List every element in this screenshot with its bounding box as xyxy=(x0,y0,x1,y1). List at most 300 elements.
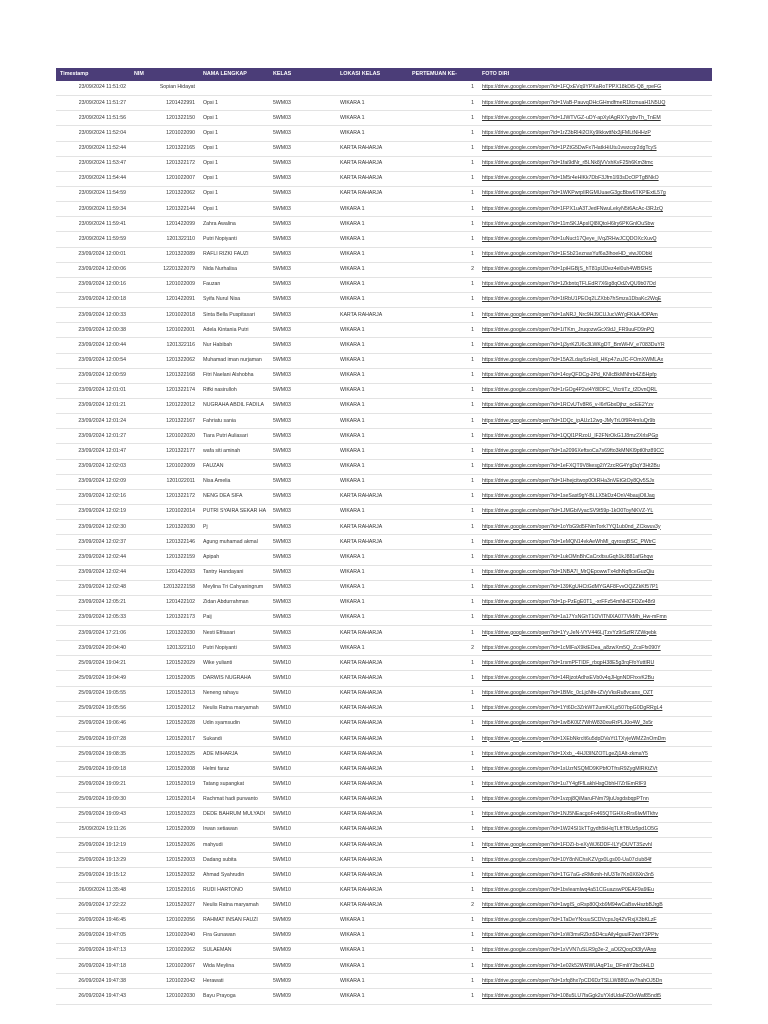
timestamp-cell: 23/09/2024 12:01:21 xyxy=(56,398,130,413)
table-row xyxy=(56,747,712,762)
foto-link[interactable]: https://drive.google.com/open?id=1bvleamlwq4a51CGuazswP0EAF9a9lEu xyxy=(478,883,712,898)
table-row xyxy=(56,141,712,156)
timestamp-cell: 25/09/2024 19:05:56 xyxy=(56,701,130,716)
kelas-cell: 5WM03 xyxy=(269,489,336,504)
pertemuan-cell: 1 xyxy=(408,762,478,777)
table-row xyxy=(56,535,712,550)
kelas-cell: 5WM03 xyxy=(269,171,336,186)
nim-cell: 1201322062 xyxy=(130,353,199,368)
name-cell: Pj xyxy=(199,520,269,535)
table-row xyxy=(56,898,712,913)
nim-cell: 1201522013 xyxy=(130,686,199,701)
lokasi-cell: KARTA RAHARJA xyxy=(336,792,408,807)
lokasi-cell: KARTA RAHARJA xyxy=(336,868,408,883)
kelas-cell: 5WM03 xyxy=(269,474,336,489)
name-cell: Fira Gunawan xyxy=(199,928,269,943)
foto-link[interactable]: https://drive.google.com/open?id=1iTKm_JruqozwGcX9dJ_FR9uuFD9nPQ xyxy=(478,323,712,338)
pertemuan-cell: 1 xyxy=(408,444,478,459)
kelas-cell: 5WM03 xyxy=(269,368,336,383)
name-cell: RUDI HARTONO xyxy=(199,883,269,898)
timestamp-cell: 23/09/2024 11:52:44 xyxy=(56,141,130,156)
kelas-cell: 5WM09 xyxy=(269,959,336,974)
table-row xyxy=(56,716,712,731)
foto-link[interactable]: https://drive.google.com/open?id=1FQxEVq9YPXaRoTPPX18kDi5-Q8_rpeFG xyxy=(478,81,712,96)
pertemuan-cell: 1 xyxy=(408,944,478,959)
pertemuan-cell: 1 xyxy=(408,126,478,141)
table-row xyxy=(56,383,712,398)
name-cell: Tantry Handayani xyxy=(199,565,269,580)
foto-link[interactable]: https://drive.google.com/open?id=14oyQFDCg-2Pd_KNIcBkMNhrb4Zi5Hpfp xyxy=(478,368,712,383)
foto-link[interactable]: https://drive.google.com/open?id=11mSKJApsIQl8lQtoH6lry6PKGnlOuSbw xyxy=(478,217,712,232)
lokasi-cell: KARTA RAHARJA xyxy=(336,838,408,853)
name-cell: Tiara Putri Auliasari xyxy=(199,429,269,444)
foto-link[interactable]: https://drive.google.com/open?id=1ESb21eznaxYuf6a3lhoeHD_viwJ0Obkl xyxy=(478,247,712,262)
lokasi-cell: WIKARA 1 xyxy=(336,550,408,565)
lokasi-cell: WIKARA 1 xyxy=(336,595,408,610)
name-cell: FAUZAN xyxy=(199,459,269,474)
kelas-cell: 5WM10 xyxy=(269,883,336,898)
table-row xyxy=(56,520,712,535)
lokasi-cell: KARTA RAHARJA xyxy=(336,701,408,716)
nim-cell: 1201022062 xyxy=(130,944,199,959)
foto-link[interactable]: https://drive.google.com/open?id=1wl5K0lZ7WhW830xwRrPLJ0o4W_3s5r xyxy=(478,716,712,731)
foto-link[interactable]: https://drive.google.com/open?id=1xW3mvRZkn5D4cuAily4guulF2wnY3PPtv xyxy=(478,928,712,943)
kelas-cell: 5WM10 xyxy=(269,853,336,868)
nim-cell: 1201322172 xyxy=(130,489,199,504)
timestamp-cell: 25/09/2024 19:04:49 xyxy=(56,671,130,686)
timestamp-cell: 25/09/2024 19:08:35 xyxy=(56,747,130,762)
kelas-cell: 5WM03 xyxy=(269,550,336,565)
table-row xyxy=(56,217,712,232)
nim-cell: 1201022056 xyxy=(130,913,199,928)
kelas-cell: 5WM03 xyxy=(269,641,336,656)
kelas-cell: 5WM03 xyxy=(269,262,336,277)
foto-link[interactable]: https://drive.google.com/open?id=1p-PzEgE0T1_-xrFFz54mNHCFOZe48r9 xyxy=(478,595,712,610)
nim-cell: 1201022018 xyxy=(130,308,199,323)
kelas-cell: 5WM03 xyxy=(269,580,336,595)
foto-link[interactable]: https://drive.google.com/open?id=139KgUHCtGdMYGAF8FvvOQZZkKf57P1 xyxy=(478,580,712,595)
table-row xyxy=(56,156,712,171)
nim-cell: 1201322062 xyxy=(130,186,199,201)
name-cell: Herawati xyxy=(199,974,269,989)
name-cell: Tatang supangkat xyxy=(199,777,269,792)
table-row xyxy=(56,595,712,610)
timestamp-cell: 26/09/2024 19:47:18 xyxy=(56,959,130,974)
name-cell: Neneng rahayu xyxy=(199,686,269,701)
kelas-cell: 5WM10 xyxy=(269,671,336,686)
kelas-cell: 5WM10 xyxy=(269,656,336,671)
foto-link[interactable]: https://drive.google.com/open?id=1Yy.JeN-VYV446LjTzvYz9rSzfR7ZWqebk xyxy=(478,626,712,641)
foto-link[interactable]: https://drive.google.com/open?id=1Yt6Dc3ZrkWT2umKXLp507bpG0DgRRgL4 xyxy=(478,701,712,716)
foto-link[interactable]: https://drive.google.com/open?id=10Y8nNChsKZVgx0Lgs00-Ua07club84f xyxy=(478,853,712,868)
timestamp-cell: 23/09/2024 11:51:56 xyxy=(56,111,130,126)
nim-cell: 1201322172 xyxy=(130,156,199,171)
kelas-cell: 5WM03 xyxy=(269,383,336,398)
table-row xyxy=(56,398,712,413)
timestamp-cell: 23/09/2024 11:54:44 xyxy=(56,171,130,186)
name-cell: Nesti Efitasari xyxy=(199,626,269,641)
timestamp-cell: 23/09/2024 11:54:59 xyxy=(56,186,130,201)
table-row xyxy=(56,686,712,701)
pertemuan-cell: 1 xyxy=(408,868,478,883)
lokasi-cell: KARTA RAHARJA xyxy=(336,807,408,822)
foto-link[interactable]: https://drive.google.com/open?id=1VaB-PauvqDHcGHmdfmeR1ltcmuaH1N5UQ xyxy=(478,96,712,111)
foto-link[interactable]: https://drive.google.com/open?id=1rsmPFTlDF_rbqpH38E5g3rqFfoYuttIRU xyxy=(478,656,712,671)
foto-link[interactable]: https://drive.google.com/open?id=1NJ5NEacgoFn465QTGHXoRrs6lwMTkhv xyxy=(478,807,712,822)
pertemuan-cell: 1 xyxy=(408,626,478,641)
timestamp-cell: 23/09/2024 12:02:19 xyxy=(56,504,130,519)
pertemuan-cell: 1 xyxy=(408,747,478,762)
pertemuan-cell: 1 xyxy=(408,308,478,323)
timestamp-cell: 23/09/2024 12:01:27 xyxy=(56,429,130,444)
name-cell: Wike yulianti xyxy=(199,656,269,671)
kelas-cell: 5WM03 xyxy=(269,429,336,444)
foto-link[interactable]: https://drive.google.com/open?id=1M5r4eHlKk7DbF3Jfm1l93sDcOPTgBNkO xyxy=(478,171,712,186)
foto-link[interactable]: https://drive.google.com/open?id=1TG7aG-zRMkmh-h/U3Te7Kn0X6Xn3n5 xyxy=(478,868,712,883)
kelas-cell: 5WM03 xyxy=(269,217,336,232)
pertemuan-cell: 1 xyxy=(408,822,478,837)
lokasi-cell: WIKARA 1 xyxy=(336,474,408,489)
table-row xyxy=(56,247,712,262)
foto-link[interactable]: https://drive.google.com/open?id=1sUzrNSQMD9KPbfOTfrsR9ZygMlRKtZVt xyxy=(478,762,712,777)
foto-link[interactable]: https://drive.google.com/open?id=1eMQN14vkAeWhMl_qyrosqBSC_PWtrC xyxy=(478,535,712,550)
table-row xyxy=(56,974,712,989)
kelas-cell: 5WM03 xyxy=(269,141,336,156)
foto-link[interactable]: https://drive.google.com/open?id=1ZkbntqTFLEdR7X6ig8qOdZvQU9b07Dd xyxy=(478,277,712,292)
pertemuan-cell: 1 xyxy=(408,277,478,292)
kelas-cell: 5WM03 xyxy=(269,595,336,610)
foto-link[interactable]: https://drive.google.com/open?id=1a17YsNGhT1OVlTNlXA077VkMh_Hw-mFmn xyxy=(478,610,712,625)
timestamp-cell: 26/09/2024 19:47:43 xyxy=(56,989,130,1004)
timestamp-cell: 23/09/2024 12:00:59 xyxy=(56,368,130,383)
table-body xyxy=(56,81,712,1004)
pertemuan-cell: 1 xyxy=(408,459,478,474)
table-row xyxy=(56,822,712,837)
pertemuan-cell: 1 xyxy=(408,686,478,701)
header-nama-lengkap: NAMA LENGKAP xyxy=(199,68,269,81)
foto-link[interactable]: https://drive.google.com/open?id=1xfq8hx7pCD6DzTSLLW88fZuw7hahOJ5Dn xyxy=(478,974,712,989)
table-row xyxy=(56,853,712,868)
foto-link[interactable]: https://drive.google.com/open?id=1uNuct17Qeye_iVqZRHwJCQDOXcXuvQ xyxy=(478,232,712,247)
foto-link[interactable]: https://drive.google.com/open?id=1u7Y4gfFfLakhHsgObhH7ZrIEmRIF9 xyxy=(478,777,712,792)
table-row xyxy=(56,565,712,580)
nim-cell: 1201322167 xyxy=(130,414,199,429)
pertemuan-cell: 1 xyxy=(408,716,478,731)
nim-cell: 1201322110 xyxy=(130,232,199,247)
name-cell: Muhamad iman nurjaman xyxy=(199,353,269,368)
lokasi-cell: KARTA RAHARJA xyxy=(336,853,408,868)
timestamp-cell: 25/09/2024 19:07:28 xyxy=(56,732,130,747)
lokasi-cell: WIKARA 1 xyxy=(336,323,408,338)
pertemuan-cell: 2 xyxy=(408,898,478,913)
timestamp-cell: 23/09/2024 12:00:01 xyxy=(56,247,130,262)
foto-link[interactable]: https://drive.google.com/open?id=1xVVN7uSLR9g3e-2_aOl2QoqOt3lyVAnp xyxy=(478,944,712,959)
name-cell: NUGRAHA ABDIL FADILA xyxy=(199,398,269,413)
nim-cell: 1201022040 xyxy=(130,928,199,943)
lokasi-cell: WIKARA 1 xyxy=(336,565,408,580)
foto-link[interactable]: https://drive.google.com/open?id=1DQc_ipAUz12wg-JMyTrL0f9R4mIuQr9b xyxy=(478,414,712,429)
name-cell: Syifa Nurul Nisa xyxy=(199,292,269,307)
foto-link[interactable]: https://drive.google.com/open?id=1BMc_0cLjcNfe-iZVyVksRu8vcans_OZT xyxy=(478,686,712,701)
foto-link[interactable]: https://drive.google.com/open?id=108u5LU7faGgk2uYXdUdaFZOoWaf85ndt5 xyxy=(478,989,712,1004)
pertemuan-cell: 1 xyxy=(408,610,478,625)
foto-link[interactable]: https://drive.google.com/open?id=1seSast9gY-BLLX5kDz4OnV4baujOlIJaq xyxy=(478,489,712,504)
pertemuan-cell: 1 xyxy=(408,580,478,595)
foto-link[interactable]: https://drive.google.com/open?id=1Xxb_-4HJI3INZOTLgeZj1Alt-zkmaY5 xyxy=(478,747,712,762)
pertemuan-cell: 1 xyxy=(408,429,478,444)
nim-cell: 1201222012 xyxy=(130,398,199,413)
timestamp-cell: 25/09/2024 19:04:21 xyxy=(56,656,130,671)
lokasi-cell: WIKARA 1 xyxy=(336,928,408,943)
nim-cell: 1201022042 xyxy=(130,974,199,989)
pertemuan-cell: 1 xyxy=(408,171,478,186)
name-cell: Zidan Abdurrahman xyxy=(199,595,269,610)
lokasi-cell: KARTA RAHARJA xyxy=(336,520,408,535)
lokasi-cell: WIKARA 1 xyxy=(336,504,408,519)
header-nim: NIM xyxy=(130,68,199,81)
nim-cell: 1201022030 xyxy=(130,989,199,1004)
kelas-cell: 5WM09 xyxy=(269,928,336,943)
name-cell: DEDE BAHRUM MULYADI xyxy=(199,807,269,822)
name-cell: Apipah xyxy=(199,550,269,565)
pertemuan-cell: 2 xyxy=(408,641,478,656)
nim-cell: 1201322116 xyxy=(130,338,199,353)
kelas-cell: 5WM09 xyxy=(269,989,336,1004)
pertemuan-cell: 1 xyxy=(408,81,478,96)
name-cell: Opsi 1 xyxy=(199,111,269,126)
nim-cell: 1201522023 xyxy=(130,807,199,822)
timestamp-cell: 25/09/2024 19:09:21 xyxy=(56,777,130,792)
lokasi-cell: WIKARA 1 xyxy=(336,414,408,429)
nim-cell: 1201522028 xyxy=(130,716,199,731)
kelas-cell: 5WM03 xyxy=(269,338,336,353)
name-cell: DARWIS NUGRAHA xyxy=(199,671,269,686)
lokasi-cell: WIKARA 1 xyxy=(336,459,408,474)
foto-link[interactable]: https://drive.google.com/open?id=15A2Lday5zHoll_HKp47zuJC-FOmXWMLAx xyxy=(478,353,712,368)
name-cell: Neulis Ratna maryamah xyxy=(199,898,269,913)
foto-link[interactable]: https://drive.google.com/open?id=1rZ3bRl4i2OXy9lkkwttNx3jFMLtNHHzP xyxy=(478,126,712,141)
name-cell: Putri Nopiyanti xyxy=(199,641,269,656)
foto-link[interactable]: https://drive.google.com/open?id=1QQl1PRzoU_lF2FNrOkG1J8mz2XrlsPGp xyxy=(478,429,712,444)
kelas-cell: 5WM03 xyxy=(269,186,336,201)
timestamp-cell: 23/09/2024 12:00:44 xyxy=(56,338,130,353)
name-cell: Nur Habibah xyxy=(199,338,269,353)
table-row xyxy=(56,944,712,959)
nim-cell: 1201522017 xyxy=(130,732,199,747)
timestamp-cell: 25/09/2024 19:15:12 xyxy=(56,868,130,883)
foto-link[interactable]: https://drive.google.com/open?id=1RCvUTv8R6_v-I6rfGbxDjhz_ocEE2Yzv xyxy=(478,398,712,413)
timestamp-cell: 23/09/2024 12:02:30 xyxy=(56,520,130,535)
name-cell: Opsi 1 xyxy=(199,171,269,186)
nim-cell: 1201322177 xyxy=(130,444,199,459)
nim-cell: 1201522025 xyxy=(130,747,199,762)
nim-cell: 1201022007 xyxy=(130,171,199,186)
lokasi-cell: WIKARA 1 xyxy=(336,277,408,292)
foto-link[interactable]: https://drive.google.com/open?id=1eFXQT9V8kesg2iY2zcRG4YgDqY3Ht2Bu xyxy=(478,459,712,474)
lokasi-cell: WIKARA 1 xyxy=(336,610,408,625)
kelas-cell: 5WM03 xyxy=(269,610,336,625)
foto-link[interactable]: https://drive.google.com/open?id=1oYbG9d5FNmTork7YQ1ub0nd_ZCkwuv3y xyxy=(478,520,712,535)
pertemuan-cell: 1 xyxy=(408,202,478,217)
pertemuan-cell: 1 xyxy=(408,520,478,535)
timestamp-cell: 25/09/2024 19:09:30 xyxy=(56,792,130,807)
pertemuan-cell: 1 xyxy=(408,489,478,504)
name-cell: Opsi 1 xyxy=(199,126,269,141)
kelas-cell: 5WM10 xyxy=(269,716,336,731)
timestamp-cell: 23/09/2024 12:00:54 xyxy=(56,353,130,368)
pertemuan-cell: 1 xyxy=(408,156,478,171)
table-row xyxy=(56,610,712,625)
name-cell: Sinta Bella Puspitasari xyxy=(199,308,269,323)
foto-link[interactable]: https://drive.google.com/open?id=1fai9dNr_rBLNk8jVVxhKvF25h6Km3tmc xyxy=(478,156,712,171)
table-row xyxy=(56,126,712,141)
nim-cell: 1201522027 xyxy=(130,898,199,913)
kelas-cell: 5WM03 xyxy=(269,520,336,535)
timestamp-cell: 23/09/2024 12:01:47 xyxy=(56,444,130,459)
lokasi-cell: WIKARA 1 xyxy=(336,217,408,232)
nim-cell: 1201522029 xyxy=(130,656,199,671)
nim-cell: 1201522008 xyxy=(130,762,199,777)
name-cell: Opsi 1 xyxy=(199,156,269,171)
foto-link[interactable]: https://drive.google.com/open?id=1NBA7l_MrQEpowwTx4dhNqfIceGuzQiu xyxy=(478,565,712,580)
pertemuan-cell: 1 xyxy=(408,807,478,822)
foto-link[interactable]: https://drive.google.com/open?id=1Hhejcitwop0OtRHa3nVEtGtOy8Qv5SJx xyxy=(478,474,712,489)
lokasi-cell: WIKARA 1 xyxy=(336,398,408,413)
timestamp-cell: 25/09/2024 19:06:46 xyxy=(56,716,130,731)
table-row xyxy=(56,550,712,565)
foto-link[interactable]: https://drive.google.com/open?id=1a2096XeftsoCa7s69fto3kMNKl9ptl0hz89CC xyxy=(478,444,712,459)
nim-cell: 1201322030 xyxy=(130,520,199,535)
table-row xyxy=(56,111,712,126)
kelas-cell: 5WM03 xyxy=(269,232,336,247)
pertemuan-cell: 1 xyxy=(408,111,478,126)
lokasi-cell: KARTA RAHARJA xyxy=(336,716,408,731)
foto-link[interactable]: https://drive.google.com/open?id=14RjzotAdhxEVb0v4qJHgnNDFhxvK2Bu xyxy=(478,671,712,686)
name-cell: Opsi 1 xyxy=(199,141,269,156)
nim-cell: 1201322150 xyxy=(130,111,199,126)
table-row xyxy=(56,232,712,247)
pertemuan-cell: 1 xyxy=(408,732,478,747)
pertemuan-cell: 1 xyxy=(408,671,478,686)
timestamp-cell: 23/09/2024 12:02:03 xyxy=(56,459,130,474)
kelas-cell: 5WM03 xyxy=(269,308,336,323)
name-cell: RAHMAT INSAN FAUZI xyxy=(199,913,269,928)
lokasi-cell: WIKARA 1 xyxy=(336,126,408,141)
table-row xyxy=(56,186,712,201)
table-row xyxy=(56,580,712,595)
foto-link[interactable]: https://drive.google.com/open?id=1cMlFaX9ktEDea_a8zwXm5Q_ZcsFfx090Y xyxy=(478,641,712,656)
lokasi-cell: WIKARA 1 xyxy=(336,247,408,262)
foto-link[interactable]: https://drive.google.com/open?id=1JWTVGZ-uDY-apXyIAgRX7ygbvTh_TnEM xyxy=(478,111,712,126)
pertemuan-cell: 1 xyxy=(408,550,478,565)
lokasi-cell: WIKARA 1 xyxy=(336,383,408,398)
timestamp-cell: 23/09/2024 12:00:16 xyxy=(56,277,130,292)
lokasi-cell: WIKARA 1 xyxy=(336,974,408,989)
pertemuan-cell: 2 xyxy=(408,262,478,277)
timestamp-cell: 23/09/2024 12:00:33 xyxy=(56,308,130,323)
name-cell: Nisa Amelia xyxy=(199,474,269,489)
timestamp-cell: 23/09/2024 11:51:27 xyxy=(56,96,130,111)
foto-link[interactable]: https://drive.google.com/open?id=1j3yrKZU6c3LWKgDT_BmWHV_e7083DuYR xyxy=(478,338,712,353)
timestamp-cell: 23/09/2024 12:02:44 xyxy=(56,550,130,565)
foto-link[interactable]: https://drive.google.com/open?id=1TaDeYNxuuSCDVcpsJq42VRxjX3bKLzF xyxy=(478,913,712,928)
foto-link[interactable]: https://drive.google.com/open?id=1WKPwrpIlRGMUuaeG3gcBbw6TKPlExtL57g xyxy=(478,186,712,201)
foto-link[interactable]: https://drive.google.com/open?id=1ukOMnBhCaCrxltsuGqh1kJ881afGhqw xyxy=(478,550,712,565)
name-cell: NENG DEA SIFA xyxy=(199,489,269,504)
foto-link[interactable]: https://drive.google.com/open?id=1vzpj8QiMaruFNm79juUsgdsbqpPTnn xyxy=(478,792,712,807)
timestamp-cell: 23/09/2024 12:02:16 xyxy=(56,489,130,504)
pertemuan-cell: 1 xyxy=(408,989,478,1004)
table-row xyxy=(56,777,712,792)
nim-cell: 1201422093 xyxy=(130,565,199,580)
nim-cell: 1201422099 xyxy=(130,217,199,232)
foto-link[interactable]: https://drive.google.com/open?id=1piHGBjS_hT81pIJDez4el0uh4WBf2HS xyxy=(478,262,712,277)
nim-cell: 1201522014 xyxy=(130,792,199,807)
timestamp-cell: 23/09/2024 11:59:41 xyxy=(56,217,130,232)
pertemuan-cell: 1 xyxy=(408,838,478,853)
foto-link[interactable]: https://drive.google.com/open?id=1XEbNkrclt6u5dpDVaYt1TXyjeWMZ2nOmDm xyxy=(478,732,712,747)
table-row xyxy=(56,202,712,217)
nim-cell: 1201322159 xyxy=(130,550,199,565)
name-cell: mahyudi xyxy=(199,838,269,853)
foto-link[interactable]: https://drive.google.com/open?id=1rGOg4P2vt4Y8lDFC_VtcriiTz_t2DvnQRL xyxy=(478,383,712,398)
foto-link[interactable]: https://drive.google.com/open?id=1JMGbiVyacSV9t59p-1kO0ToyNKVZ-YL xyxy=(478,504,712,519)
header-row xyxy=(56,68,712,81)
pertemuan-cell: 1 xyxy=(408,959,478,974)
kelas-cell: 5WM03 xyxy=(269,504,336,519)
pertemuan-cell: 1 xyxy=(408,883,478,898)
pertemuan-cell: 1 xyxy=(408,398,478,413)
kelas-cell: 5WM03 xyxy=(269,126,336,141)
foto-link[interactable]: https://drive.google.com/open?id=1PZtG5DwFx7HatkHiUtu1vwzcqr2dgTcyS xyxy=(478,141,712,156)
header-foto-diri: FOTO DIRI xyxy=(478,68,712,81)
foto-link[interactable]: https://drive.google.com/open?id=1tRbU1PEOq2LZXbb7hSmza1DbaKc2WqE xyxy=(478,292,712,307)
kelas-cell: 5WM03 xyxy=(269,398,336,413)
kelas-cell: 5WM03 xyxy=(269,535,336,550)
timestamp-cell: 26/09/2024 19:46:45 xyxy=(56,913,130,928)
table-row xyxy=(56,671,712,686)
kelas-cell: 5WM03 xyxy=(269,156,336,171)
foto-link[interactable]: https://drive.google.com/open?id=1FPX1uA3TJedFNwuLekyN5t6AcAc-l3RJzQ xyxy=(478,202,712,217)
table-row xyxy=(56,444,712,459)
pertemuan-cell: 1 xyxy=(408,292,478,307)
timestamp-cell: 23/09/2024 20:04:40 xyxy=(56,641,130,656)
table-row xyxy=(56,868,712,883)
table-row xyxy=(56,959,712,974)
timestamp-cell: 25/09/2024 19:13:29 xyxy=(56,853,130,868)
foto-link[interactable]: https://drive.google.com/open?id=1W24SI1kTTgydh5kHqTLftTBUz5pd1O5G xyxy=(478,822,712,837)
kelas-cell: 5WM03 xyxy=(269,323,336,338)
pertemuan-cell: 1 xyxy=(408,338,478,353)
pertemuan-cell: 1 xyxy=(408,247,478,262)
name-cell: Neulis Ratna maryamah xyxy=(199,701,269,716)
lokasi-cell: KARTA RAHARJA xyxy=(336,186,408,201)
foto-link[interactable]: https://drive.google.com/open?id=1FDZi-b-eXyWJ6DDF-ILYyDUVT3Szvhl xyxy=(478,838,712,853)
foto-link[interactable]: https://drive.google.com/open?id=1aNRJ_Nrc9HJ9CUJucVAYgFKkA-fOPAm xyxy=(478,308,712,323)
lokasi-cell: WIKARA 1 xyxy=(336,353,408,368)
name-cell: RAFLI RIZKI FAUZI xyxy=(199,247,269,262)
nim-cell: 1201322110 xyxy=(130,641,199,656)
foto-link[interactable]: https://drive.google.com/open?id=1e02k52WRWUAqP1u_DFmliY2bc0HLD xyxy=(478,959,712,974)
foto-link[interactable]: https://drive.google.com/open?id=1wgIS_oRsp80Qxb9M94wCaBsvHszbBJrgB xyxy=(478,898,712,913)
nim-cell: 1201522009 xyxy=(130,822,199,837)
name-cell: PUTRI SYAIRA SEKAR HA xyxy=(199,504,269,519)
table-row xyxy=(56,474,712,489)
pertemuan-cell: 1 xyxy=(408,913,478,928)
lokasi-cell: WIKARA 1 xyxy=(336,262,408,277)
pertemuan-cell: 1 xyxy=(408,323,478,338)
timestamp-cell: 26/09/2024 11:35:48 xyxy=(56,883,130,898)
